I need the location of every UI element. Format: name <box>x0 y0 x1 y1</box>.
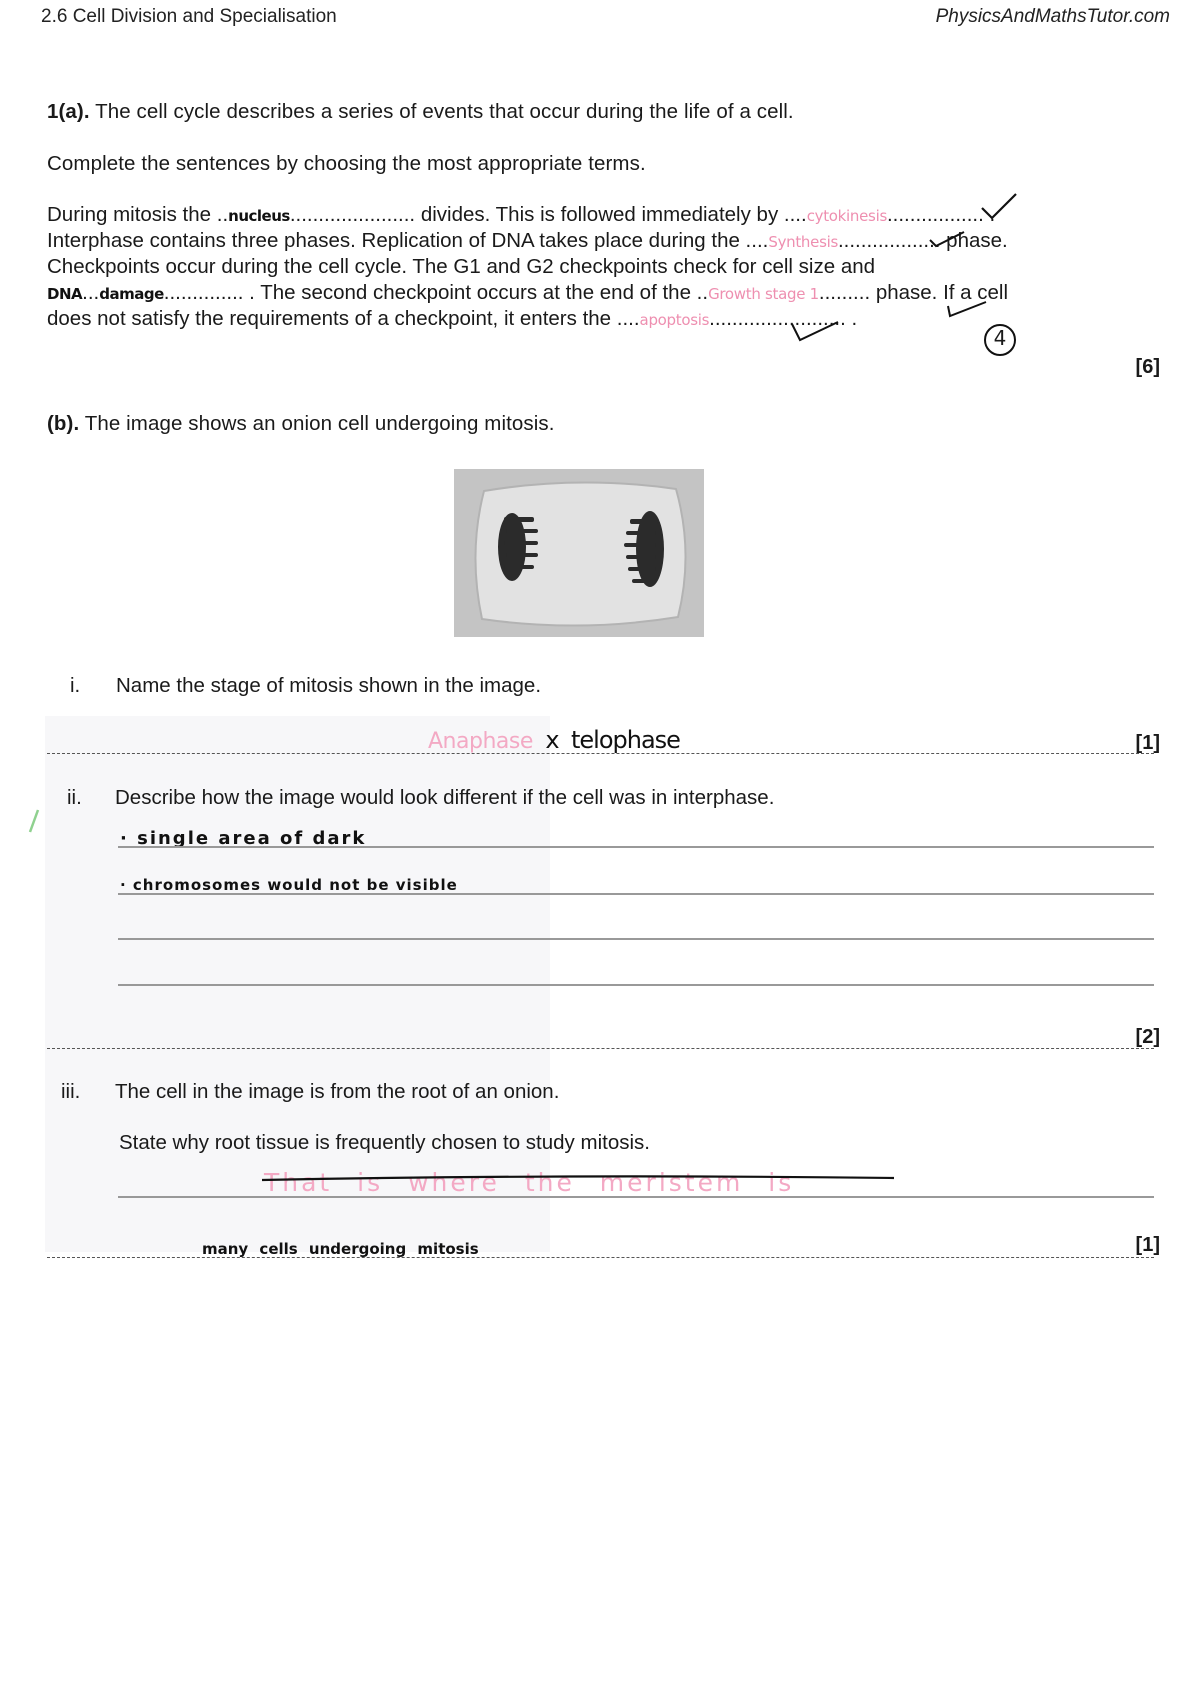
text: .............. . The second checkpoint occurs at the end of the .. <box>163 281 709 304</box>
q1b-ii-number: ii. <box>67 786 82 809</box>
text: .................. phase. <box>837 229 1008 252</box>
q1b-iii-number: iii. <box>61 1080 81 1103</box>
q1b-label: (b). <box>47 412 80 435</box>
q1b-iii-marks: [1] <box>1135 1234 1160 1256</box>
answer-nucleus: nucleus <box>228 207 290 225</box>
text: ........................ . <box>709 307 858 330</box>
q1a-intro-text: The cell cycle describes a series of events that occur during the life of a cell. <box>95 100 794 123</box>
text: ......... phase. If a cell <box>818 281 1009 304</box>
q1a-marks: [6] <box>1135 356 1160 378</box>
q1b-i-answer <box>428 726 680 754</box>
answer-line <box>47 1257 1154 1258</box>
q1b-i-text: Name the stage of mitosis shown in the image. <box>116 674 542 697</box>
answer-line <box>118 893 1154 895</box>
answer-text: · chromosomes would not be visible <box>120 876 458 894</box>
header-site: PhysicsAndMathsTutor.com <box>935 6 1170 27</box>
text: ...................... divides. This is followed immediately by .... <box>289 203 807 226</box>
text: does not satisfy the requirements of a checkpoint, it enters the .... <box>47 307 640 330</box>
cross-icon: x <box>545 726 559 754</box>
answer-anaphase: Anaphase <box>428 729 533 754</box>
answer-telophase: telophase <box>570 726 680 754</box>
answer-text: That is where the meristem is <box>264 1168 795 1197</box>
answer-line <box>118 984 1154 986</box>
tick-icon <box>982 194 1016 218</box>
text: ................. . <box>886 203 996 226</box>
answer-synthesis: Synthesis <box>768 233 838 251</box>
onion-cell-micrograph <box>454 469 704 637</box>
answer-growth-stage: Growth stage 1 <box>708 285 819 303</box>
q1b-intro <box>47 412 555 436</box>
answer-text: many cells undergoing mitosis <box>202 1240 479 1258</box>
score-value: 4 <box>993 326 1007 350</box>
answer-dna: DNA <box>47 285 83 303</box>
tick-icon <box>792 322 838 340</box>
tick-icon <box>948 302 986 316</box>
q1b-iii-text: The cell in the image is from the root of an onion. <box>115 1080 560 1103</box>
header-title: 2.6 Cell Division and Specialisation <box>41 6 337 27</box>
q1a-annotations <box>0 0 1200 380</box>
q1a-instruction: Complete the sentences by choosing the most appropriate terms. <box>47 152 646 175</box>
q1a-line-3: Checkpoints occur during the cell cycle. The G1 and G2 checkpoints check for cell size and <box>47 255 876 278</box>
q1b-intro-text: The image shows an onion cell undergoing mitosis. <box>84 412 555 435</box>
tick-icon <box>930 232 964 246</box>
answer-text: · single area of dark <box>120 828 367 849</box>
text: During mitosis the .. <box>47 203 229 226</box>
q1b-i-marks: [1] <box>1135 732 1160 754</box>
text: Interphase contains three phases. Replication of DNA takes place during the .... <box>47 229 769 252</box>
q1b-i-number: i. <box>70 674 81 697</box>
answer-line <box>47 1048 1154 1049</box>
margin-tick-icon <box>26 806 42 836</box>
answer-line <box>118 846 1154 848</box>
q1b-ii-text: Describe how the image would look different if the cell was in interphase. <box>115 786 775 809</box>
answer-damage: damage <box>99 285 164 303</box>
answer-line <box>118 1196 1154 1198</box>
q1b-ii-marks: [2] <box>1135 1026 1160 1048</box>
q1b-iii-prompt: State why root tissue is frequently chosen to study mitosis. <box>119 1131 650 1154</box>
strikethrough-line <box>260 1168 900 1188</box>
answer-cytokinesis: cytokinesis <box>806 207 887 225</box>
answer-line <box>118 938 1154 940</box>
q1a-number: 1(a). <box>47 100 90 123</box>
answer-apoptosis: apoptosis <box>639 311 710 329</box>
text: ... <box>82 281 100 304</box>
